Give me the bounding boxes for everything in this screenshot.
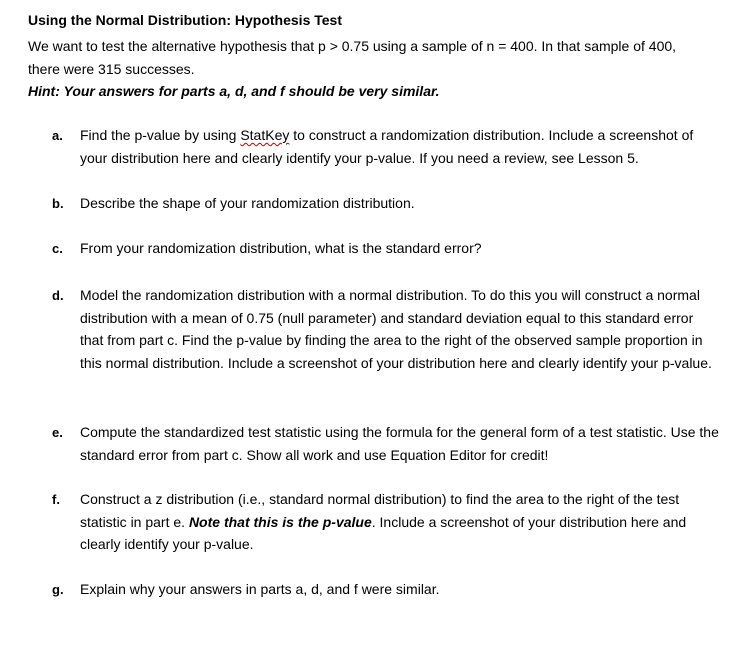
question-text-part: . Include a screenshot of your distribution here and clearly identify your p-value. xyxy=(80,513,687,553)
question-text xyxy=(80,488,720,556)
question-text-part: to construct a randomization distribution. Include a screenshot of your distribution here and clearly identify your p-value. If you need a review, see Lesson 5. xyxy=(80,127,694,166)
question-letter: c. xyxy=(52,241,63,256)
question-letter: b. xyxy=(52,196,64,211)
question-text-part: Find the p-value by using xyxy=(80,127,241,143)
question-text: Describe the shape of your randomization distribution. xyxy=(80,195,415,211)
page-title: Using the Normal Distribution: Hypothesis Test xyxy=(28,12,342,28)
emphasis-text: Note that this is the p-value xyxy=(188,513,372,530)
intro-paragraph: We want to test the alternative hypothesis that p > 0.75 using a sample of n = 400. In that sample of 400, there were 315 successes. xyxy=(28,38,677,77)
question-letter: e. xyxy=(52,425,63,440)
question-text: Model the randomization distribution with a normal distribution. To do this you will construct a normal distribution with a mean of 0.75 (null parameter) and standard deviation equal to this standard error that from part c. Find the p-value by finding the area to the right of the observed sample proportion in this normal distribution. Include a screenshot of your distribution here and clearly identify your p-value. xyxy=(80,287,712,371)
question-letter: a. xyxy=(52,128,63,143)
question-text: Explain why your answers in parts a, d, and f were similar. xyxy=(80,581,440,597)
question-letter: f. xyxy=(52,492,60,507)
spelling-flagged-word: StatKey xyxy=(240,127,290,143)
question-text: Compute the standardized test statistic using the formula for the general form of a test statistic. Use the standard error from part c. Show all work and use Equation Editor for credit! xyxy=(80,424,719,463)
question-letter: d. xyxy=(52,288,64,303)
hint-text: Hint: Your answers for parts a, d, and f should be very similar. xyxy=(28,83,440,99)
question-text-part: Construct a z distribution (i.e., standard normal distribution) to find the area to the right of the test statistic in part e. xyxy=(80,491,680,530)
question-text: From your randomization distribution, what is the standard error? xyxy=(80,240,482,256)
question-letter: g. xyxy=(52,582,64,597)
question-text xyxy=(80,124,720,169)
